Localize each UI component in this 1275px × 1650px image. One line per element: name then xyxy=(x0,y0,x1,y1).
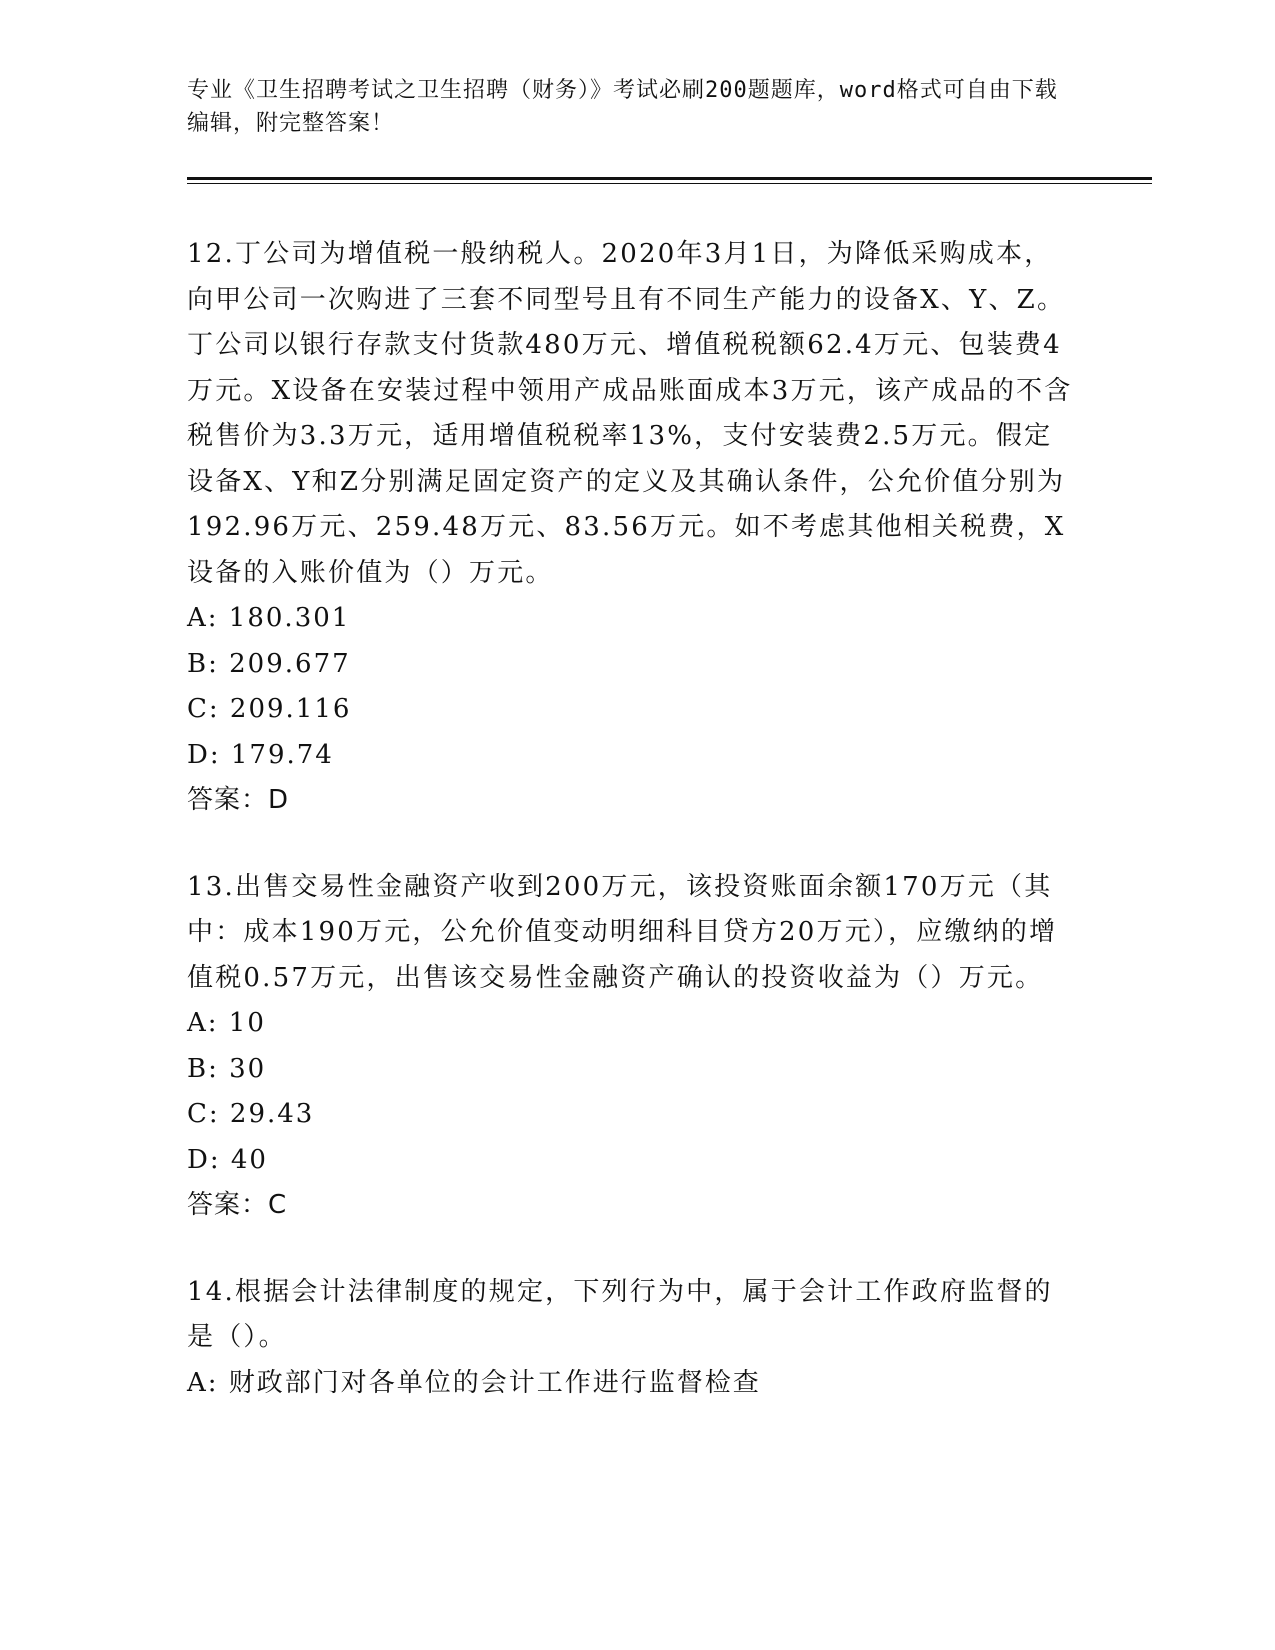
option-b: B: 30 xyxy=(187,1053,267,1084)
option-c: C: 29.43 xyxy=(187,1099,315,1129)
header-divider-thin xyxy=(187,183,1152,184)
option-b: B: 209.677 xyxy=(187,648,351,679)
option-d: D: 179.74 xyxy=(187,739,334,770)
option-d: D: 40 xyxy=(187,1144,268,1175)
answer-line: 答案：D xyxy=(187,785,290,815)
option-c: C: 209.116 xyxy=(187,694,352,724)
option-a: A: 180.301 xyxy=(187,603,351,633)
question-stem: 13.出售交易性金融资产收到200万元，该投资账面余额170万元（其中：成本190万元，公允价值变动明细科目贷方20万元），应缴纳的增值税0.57万元，出售该交易性金融资产确认的投资收益为（）万元。 xyxy=(187,871,1058,993)
answer-line: 答案：C xyxy=(187,1190,288,1220)
question-stem: 12.丁公司为增值税一般纳税人。2020年3月1日，为降低采购成本，向甲公司一次购进了三套不同型号且有不同生产能力的设备X、Y、Z。丁公司以银行存款支付货款480万元、增值税税额62.4万元、包装费4万元。X设备在安装过程中领用产成品账面成本3万元，该产成品的不含税售价为3.3万元，适用增值税税率13%，支付安装费2.5万元。假定设备X、Y和Z分别满足固定资产的定义及其确认条件，公允价值分别为192.96万元、259.48万元、83.56万元。如不考虑其他相关税费，X设备的入账价值为（）万元。 xyxy=(187,239,1073,588)
question-14 xyxy=(187,1270,1077,1407)
question-12 xyxy=(187,232,1077,824)
question-list xyxy=(187,232,1077,1447)
option-a: A: 10 xyxy=(187,1008,266,1038)
header-divider-thick xyxy=(187,177,1152,180)
question-13 xyxy=(187,865,1077,1229)
document-header: 专业《卫生招聘考试之卫生招聘（财务）》考试必刷200题题库，word格式可自由下载编辑，附完整答案！ xyxy=(187,78,1058,136)
option-a: A: 财政部门对各单位的会计工作进行监督检查 xyxy=(187,1367,761,1398)
question-stem: 14.根据会计法律制度的规定，下列行为中，属于会计工作政府监督的是（）。 xyxy=(187,1276,1053,1352)
